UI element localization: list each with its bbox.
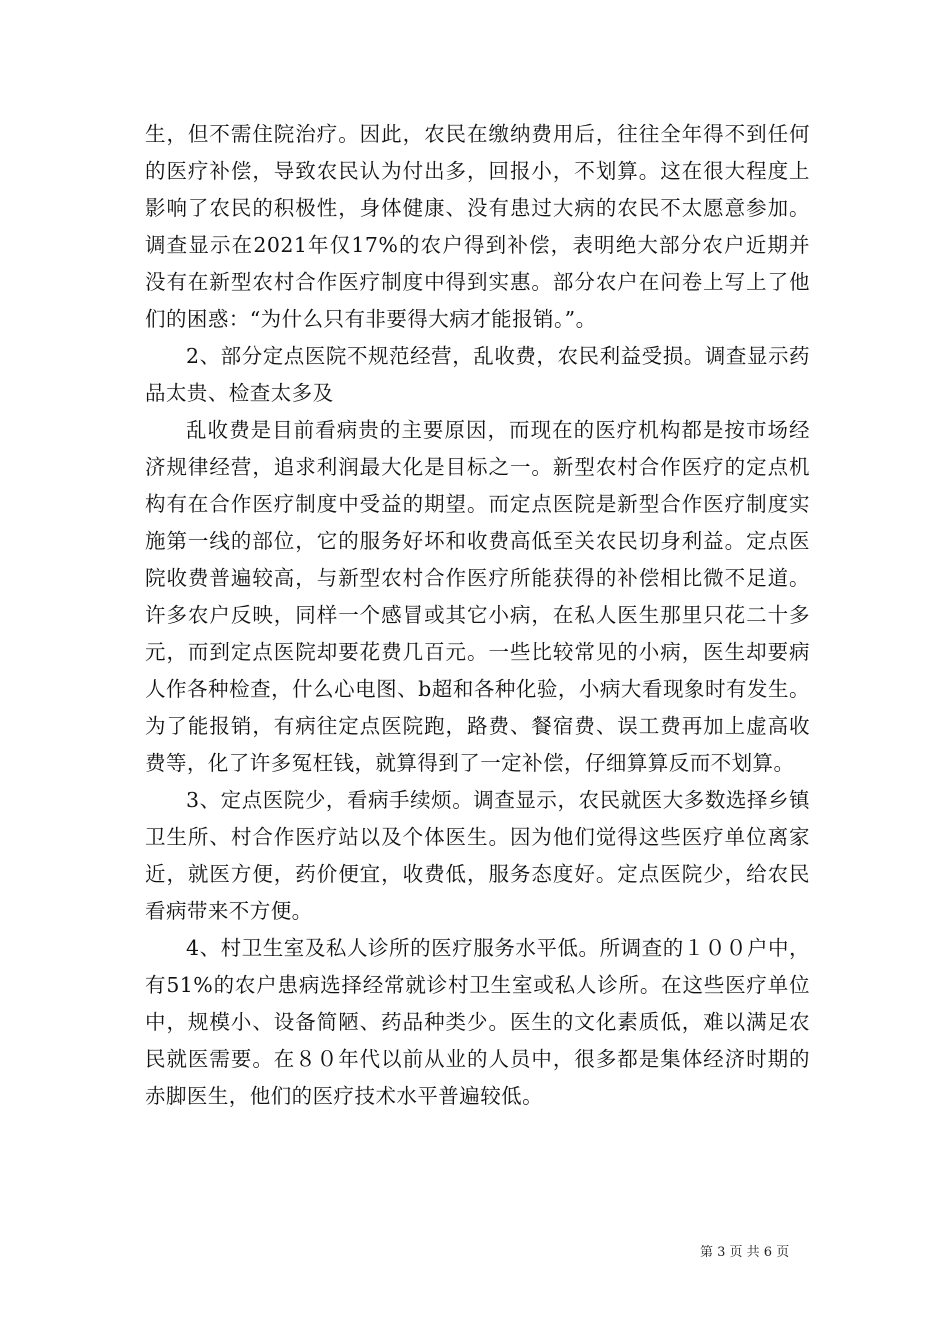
document-body <box>145 116 810 1115</box>
paragraph-point-4: 4、村卫生室及私人诊所的医疗服务水平低。所调查的１００户中，有51%的农户患病选择经常就诊村卫生室或私人诊所。在这些医疗单位中，规模小、设备简陋、药品种类少。医生的文化素质低，难以满足农民就医需要。在８０年代以前从业的人员中，很多都是集体经济时期的赤脚医生，他们的医疗技术水平普遍较低。 <box>145 936 810 1108</box>
paragraph-point-2-detail: 乱收费是目前看病贵的主要原因，而现在的医疗机构都是按市场经济规律经营，追求利润最大化是目标之一。新型农村合作医疗的定点机构有在合作医疗制度中受益的期望。而定点医院是新型合作医疗制度实施第一线的部位，它的服务好坏和收费高低至关农民切身利益。定点医院收费普遍较高，与新型农村合作医疗所能获得的补偿相比微不足道。许多农户反映，同样一个感冒或其它小病，在私人医生那里只花二十多元，而到定点医院却要花费几百元。一些比较常见的小病，医生却要病人作各种检查，什么心电图、b超和各种化验，小病大看现象时有发生。为了能报销，有病往定点医院跑，路费、餐宿费、误工费再加上虚高收费等，化了许多冤枉钱，就算得到了一定补偿，仔细算算反而不划算。 <box>145 418 810 775</box>
paragraph-point-3: 3、定点医院少，看病手续烦。调查显示，农民就医大多数选择乡镇卫生所、村合作医疗站以及个体医生。因为他们觉得这些医疗单位离家近，就医方便，药价便宜，收费低，服务态度好。定点医院少，给农民看病带来不方便。 <box>145 788 810 923</box>
paragraph-point-2: 2、部分定点医院不规范经营，乱收费，农民利益受损。调查显示药品太贵、检查太多及 <box>145 344 810 405</box>
page-number-footer: 第 3 页 共 6 页 <box>700 1245 790 1260</box>
paragraph-continuation: 生，但不需住院治疗。因此，农民在缴纳费用后，往往全年得不到任何的医疗补偿，导致农民认为付出多，回报小，不划算。这在很大程度上影响了农民的积极性，身体健康、没有患过大病的农民不太愿意参加。调查显示在2021年仅17%的农户得到补偿，表明绝大部分农户近期并没有在新型农村合作医疗制度中得到实惠。部分农户在问卷上写上了他们的困惑：“为什么只有非要得大病才能报销。”。 <box>145 122 810 331</box>
